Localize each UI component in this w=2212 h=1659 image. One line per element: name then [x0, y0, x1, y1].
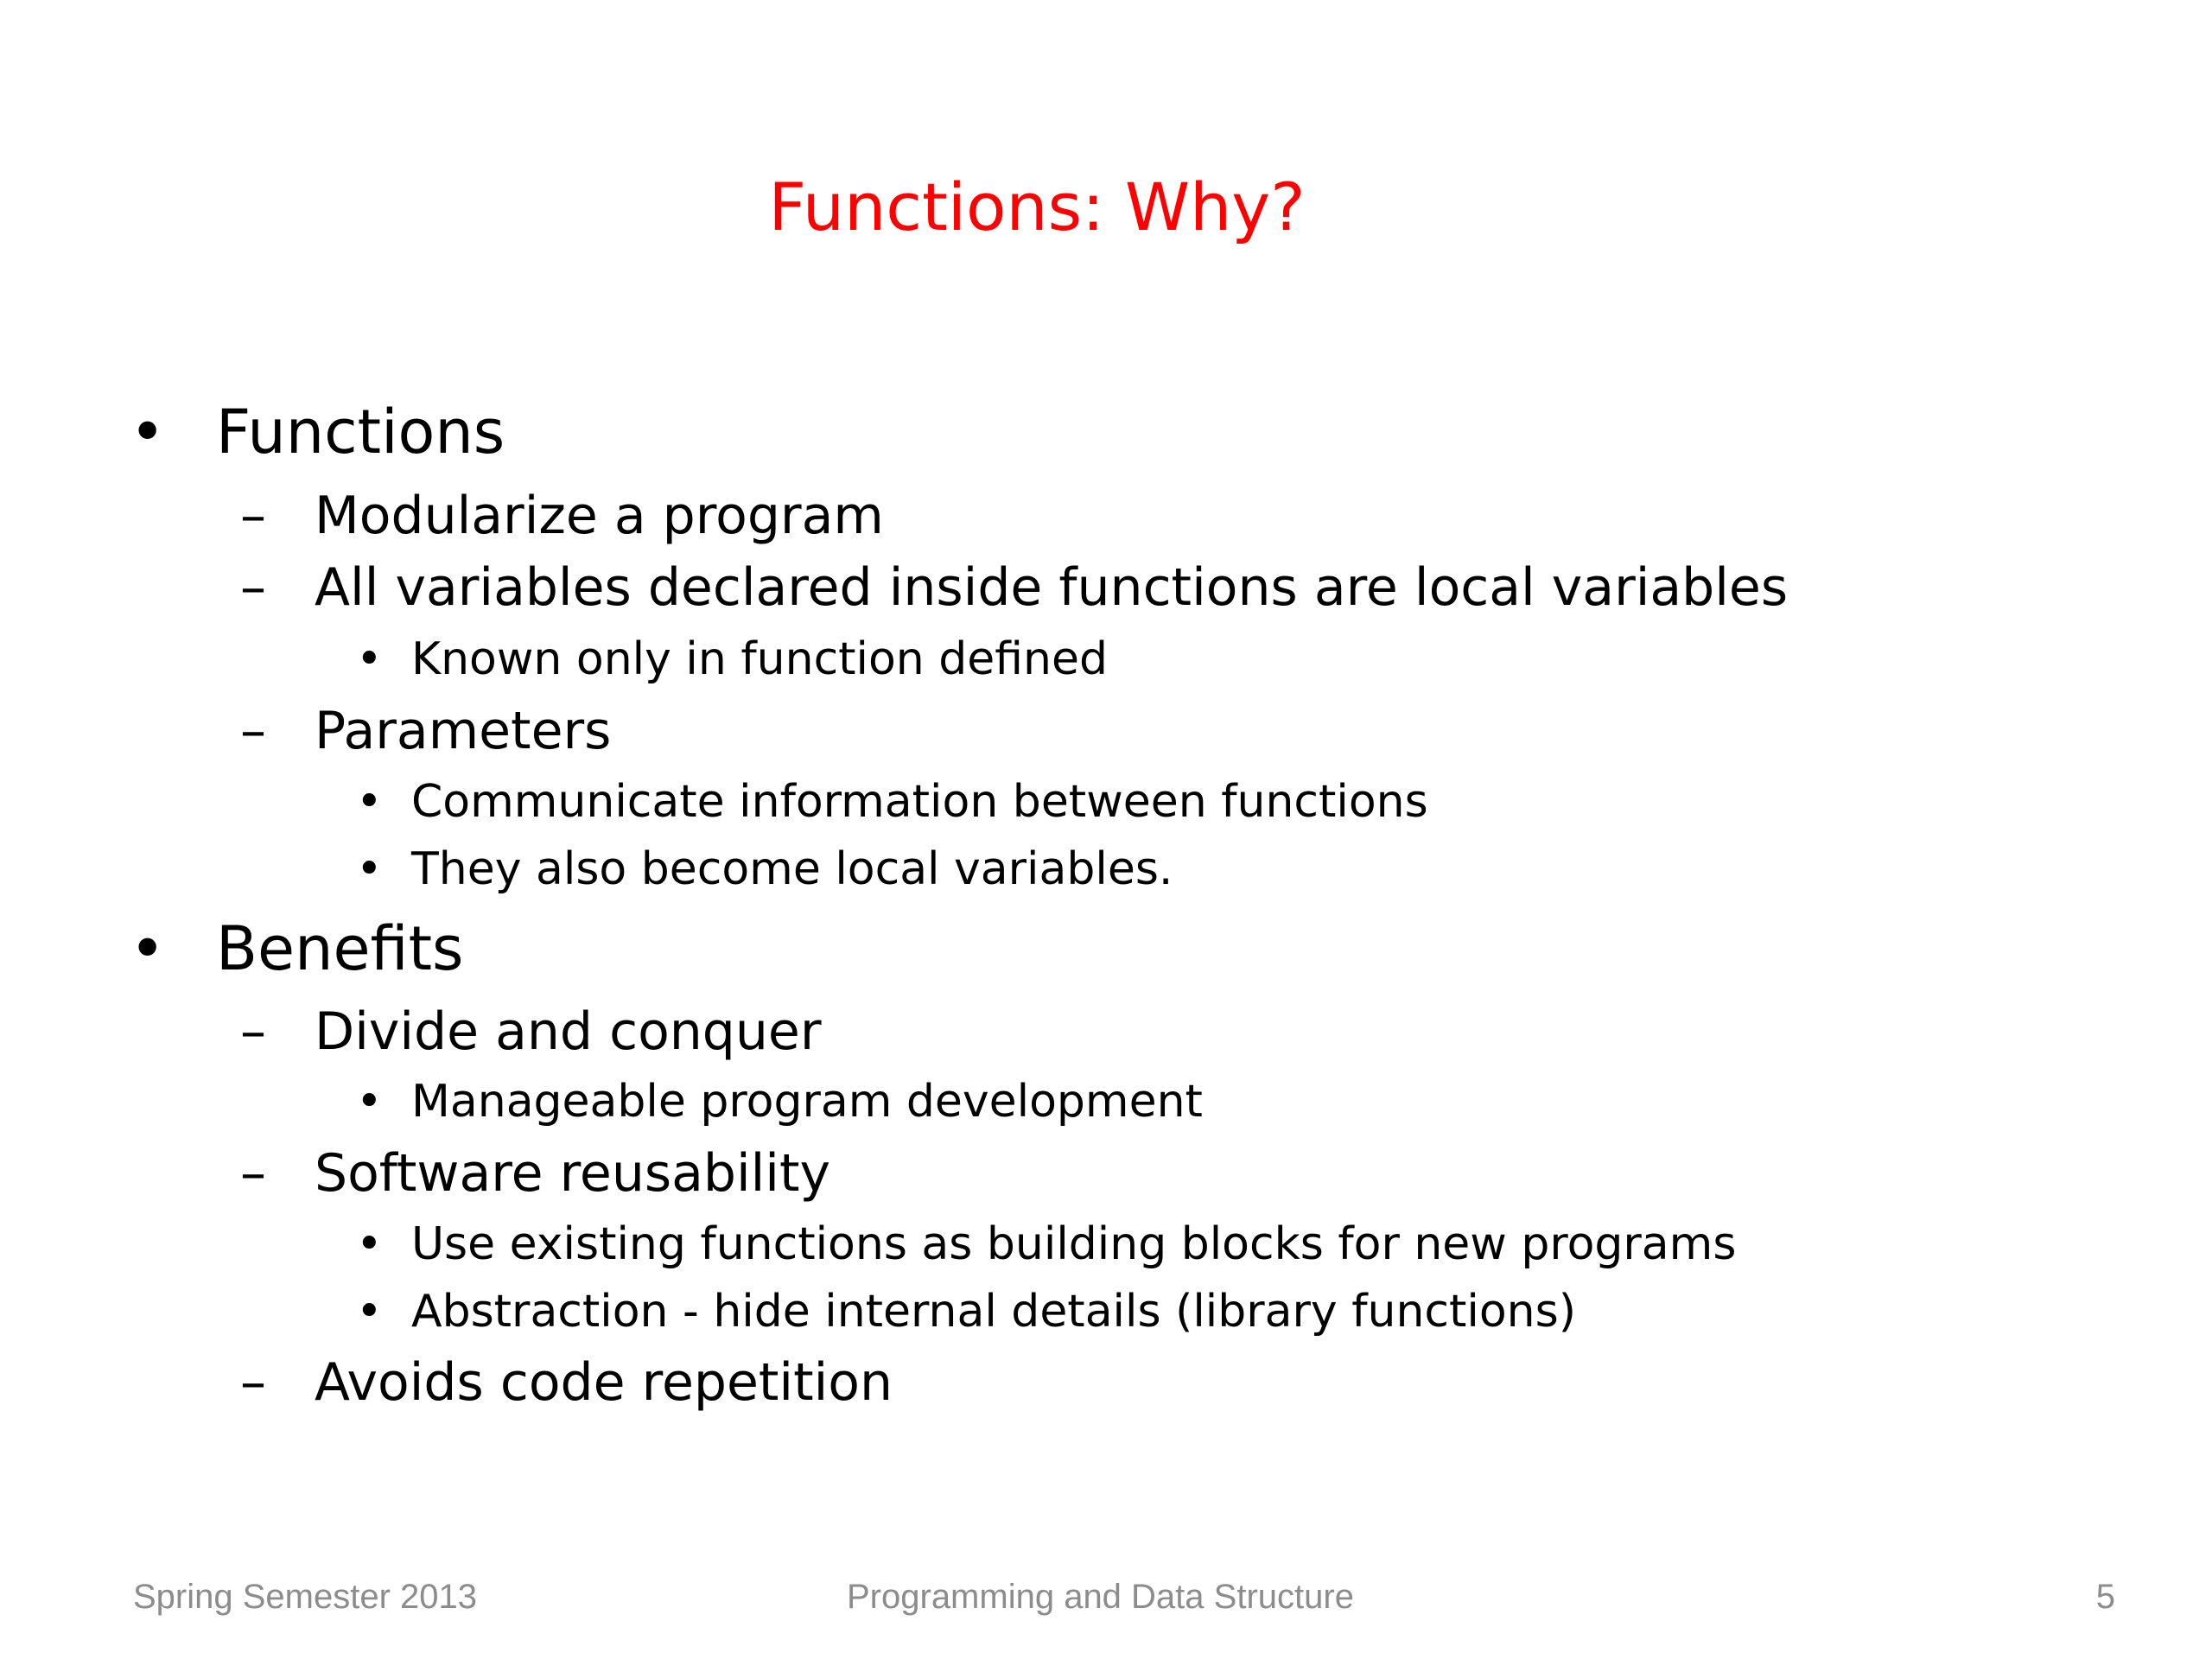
bullet-marker: • [356, 776, 383, 828]
sub-sub-bullet-text: Use existing functions as building blocks for new programs [411, 1218, 1737, 1270]
bullet-marker: • [356, 1218, 383, 1270]
footer-course-title: Programming and Data Structure [847, 1578, 1354, 1616]
sub-sub-bullet-text: Communicate information between functions [411, 776, 1428, 828]
dash-marker: – [240, 557, 266, 618]
dash-marker: – [240, 1001, 266, 1062]
bullet-text: Functions [216, 397, 505, 467]
footer-semester: Spring Semester 2013 [133, 1578, 478, 1616]
sub-sub-bullet-text: Known only in function defined [411, 633, 1108, 685]
sub-bullet-text: Modularize a program [315, 486, 884, 546]
sub-bullet-text: Avoids code repetition [315, 1352, 893, 1413]
bullet-marker: • [356, 1076, 383, 1128]
dash-marker: – [240, 701, 266, 761]
slide-number: 5 [2095, 1578, 2115, 1616]
bullet-marker: • [356, 843, 383, 895]
dash-marker: – [240, 1143, 266, 1204]
slide-title: Functions: Why? [768, 168, 1306, 245]
bullet-marker: • [130, 397, 166, 467]
sub-sub-bullet-text: They also become local variables. [411, 843, 1173, 895]
sub-bullet-text: All variables declared inside functions are local variables [315, 557, 1789, 618]
sub-sub-bullet-text: Abstraction - hide internal details (library functions) [411, 1286, 1576, 1338]
sub-bullet-text: Parameters [315, 701, 612, 761]
sub-sub-bullet-text: Manageable program development [411, 1076, 1203, 1128]
dash-marker: – [240, 1352, 266, 1413]
bullet-text: Benefits [216, 913, 464, 984]
bullet-marker: • [356, 633, 383, 685]
sub-bullet-text: Divide and conquer [315, 1001, 822, 1062]
dash-marker: – [240, 486, 266, 546]
sub-bullet-text: Software reusability [315, 1143, 831, 1204]
bullet-marker: • [356, 1286, 383, 1338]
bullet-marker: • [130, 913, 166, 984]
